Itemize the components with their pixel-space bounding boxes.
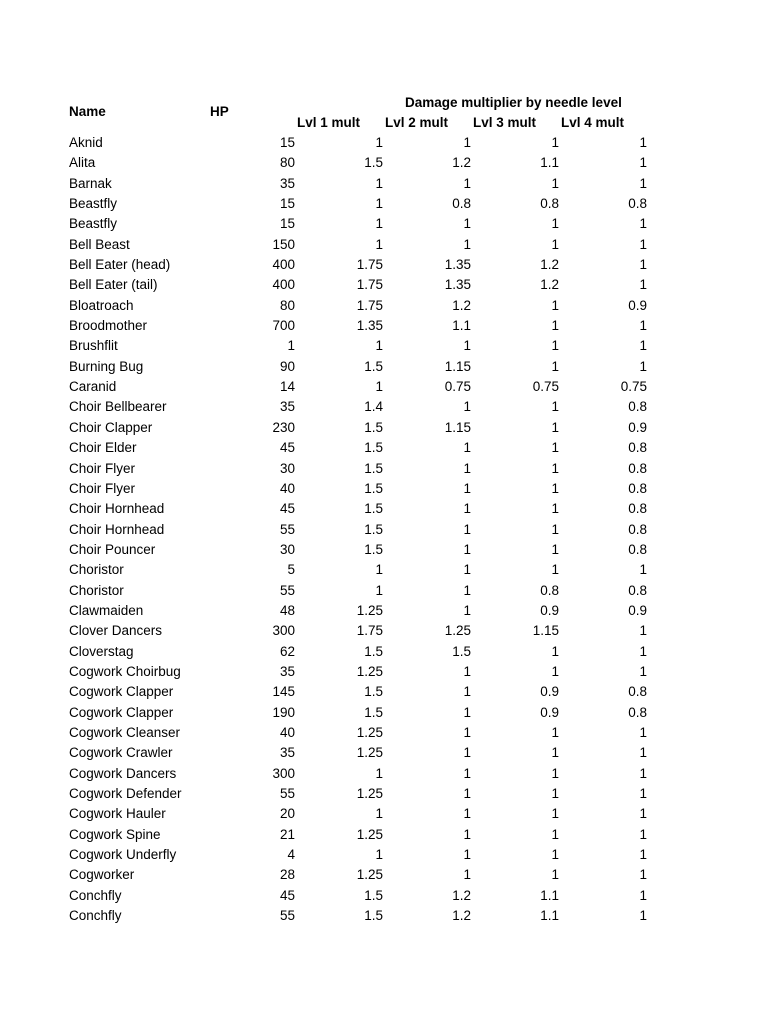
cell-lvl3-mult: 0.9 [540, 704, 559, 720]
table-row [0, 296, 768, 316]
cell-lvl1-mult: 1.5 [364, 419, 383, 435]
cell-lvl3-mult: 1 [551, 826, 559, 842]
cell-lvl2-mult: 1 [463, 175, 471, 191]
cell-lvl3-mult: 1 [551, 480, 559, 496]
cell-hp: 55 [279, 786, 295, 801]
cell-name: Brushflit [69, 338, 118, 354]
table-row [0, 642, 768, 662]
table-row [0, 133, 768, 153]
cell-name: Beastfly [69, 196, 118, 212]
cell-name: Choir Hornhead [69, 521, 165, 537]
damage-multiplier-group-header: Damage multiplier by needle level [405, 95, 622, 110]
cell-lvl2-mult: 1 [463, 521, 471, 537]
cell-lvl2-mult: 1.15 [444, 358, 471, 374]
cell-lvl4-mult: 1 [639, 663, 647, 679]
cell-lvl3-mult: 1.1 [540, 908, 559, 924]
cell-lvl2-mult: 1 [463, 541, 471, 557]
cell-hp: 45 [279, 440, 295, 456]
cell-lvl2-mult: 1.2 [452, 908, 471, 924]
table-row [0, 764, 768, 784]
table-row [0, 703, 768, 723]
cell-lvl2-mult: 1 [463, 847, 471, 863]
cell-name: Choir Bellbearer [69, 399, 167, 415]
cell-lvl1-mult: 1.75 [356, 297, 383, 313]
cell-lvl2-mult: 1 [463, 216, 471, 232]
cell-name: Bloatroach [69, 297, 134, 313]
cell-name: Cogwork Underfly [69, 847, 177, 863]
table-row [0, 723, 768, 743]
table-row [0, 906, 768, 926]
cell-name: Conchfly [69, 908, 122, 924]
cell-lvl2-mult: 1 [463, 582, 471, 598]
cell-lvl4-mult: 1 [639, 847, 647, 863]
cell-lvl4-mult: 1 [639, 887, 647, 903]
cell-hp: 20 [279, 806, 295, 822]
cell-lvl3-mult: 1.2 [540, 257, 559, 273]
cell-name: Cogwork Spine [69, 826, 161, 842]
cell-name: Cogwork Cleanser [69, 724, 181, 740]
cell-lvl3-mult: 0.9 [540, 602, 559, 618]
cell-hp: 700 [272, 318, 295, 334]
cell-lvl2-mult: 1 [463, 338, 471, 354]
cell-lvl1-mult: 1.35 [356, 318, 383, 334]
cell-hp: 4 [287, 847, 295, 863]
cell-lvl2-mult: 1 [463, 440, 471, 456]
cell-lvl4-mult: 0.75 [620, 379, 647, 395]
cell-lvl4-mult: 1 [639, 745, 647, 761]
cell-hp: 15 [279, 196, 295, 212]
column-header-name: Name [69, 104, 106, 119]
cell-name: Conchfly [69, 887, 122, 903]
cell-lvl2-mult: 0.75 [444, 379, 471, 395]
cell-hp: 400 [272, 277, 295, 293]
cell-name: Burning Bug [69, 358, 144, 374]
table-row [0, 682, 768, 702]
cell-lvl3-mult: 0.75 [532, 379, 559, 395]
cell-hp: 40 [279, 724, 295, 740]
cell-hp: 80 [279, 297, 295, 313]
column-header-lvl2: Lvl 2 mult [385, 115, 449, 130]
cell-name: Clover Dancers [69, 623, 163, 639]
column-header-hp: HP [210, 104, 229, 119]
cell-name: Alita [69, 155, 96, 171]
cell-lvl4-mult: 0.8 [628, 582, 647, 598]
cell-hp: 28 [279, 867, 295, 883]
cell-lvl4-mult: 0.8 [628, 460, 647, 476]
cell-lvl1-mult: 1.5 [364, 908, 383, 924]
table-row [0, 418, 768, 438]
cell-lvl3-mult: 1 [551, 724, 559, 740]
cell-lvl3-mult: 1 [551, 216, 559, 232]
cell-lvl3-mult: 1 [551, 236, 559, 252]
cell-lvl4-mult: 0.9 [628, 297, 647, 313]
cell-lvl3-mult: 1 [551, 765, 559, 781]
cell-lvl4-mult: 1 [639, 806, 647, 822]
cell-lvl1-mult: 1 [375, 582, 383, 598]
cell-lvl2-mult: 1 [463, 460, 471, 476]
cell-lvl1-mult: 1.5 [364, 460, 383, 476]
cell-name: Choir Pouncer [69, 541, 156, 557]
table-row [0, 804, 768, 824]
cell-lvl1-mult: 1.5 [364, 704, 383, 720]
cell-lvl3-mult: 1 [551, 175, 559, 191]
cell-lvl4-mult: 1 [639, 867, 647, 883]
cell-lvl2-mult: 1 [463, 704, 471, 720]
cell-name: Choristor [69, 562, 124, 578]
cell-hp: 21 [279, 826, 295, 842]
cell-lvl4-mult: 1 [639, 155, 647, 171]
table-row [0, 214, 768, 234]
cell-hp: 40 [279, 480, 295, 496]
cell-lvl2-mult: 1 [463, 765, 471, 781]
cell-lvl1-mult: 1 [375, 338, 383, 354]
cell-name: Bell Eater (tail) [69, 277, 158, 293]
table-row [0, 377, 768, 397]
cell-lvl2-mult: 1.2 [452, 887, 471, 903]
cell-lvl1-mult: 1 [375, 196, 383, 212]
cell-lvl2-mult: 1.35 [444, 277, 471, 293]
cell-lvl4-mult: 0.8 [628, 196, 647, 212]
cell-name: Choristor [69, 582, 124, 598]
cell-lvl4-mult: 1 [639, 318, 647, 334]
cell-lvl3-mult: 1.1 [540, 887, 559, 903]
cell-lvl3-mult: 1 [551, 135, 559, 150]
table-row [0, 621, 768, 641]
cell-name: Cloverstag [69, 643, 134, 659]
cell-lvl2-mult: 1 [463, 399, 471, 415]
cell-lvl1-mult: 1.75 [356, 623, 383, 639]
table-row [0, 520, 768, 540]
cell-lvl1-mult: 1.25 [356, 724, 383, 740]
cell-name: Choir Elder [69, 440, 137, 456]
column-header-lvl1: Lvl 1 mult [297, 115, 361, 130]
table-row [0, 194, 768, 214]
cell-hp: 15 [279, 135, 295, 150]
cell-hp: 62 [279, 643, 295, 659]
cell-name: Caranid [69, 379, 117, 395]
cell-lvl4-mult: 1 [639, 562, 647, 578]
table-row [0, 499, 768, 519]
cell-lvl1-mult: 1.25 [356, 602, 383, 618]
cell-lvl1-mult: 1 [375, 135, 383, 150]
cell-lvl4-mult: 0.9 [628, 419, 647, 435]
cell-hp: 300 [272, 623, 295, 639]
cell-lvl3-mult: 1.15 [532, 623, 559, 639]
cell-lvl1-mult: 1.5 [364, 684, 383, 700]
cell-hp: 15 [279, 216, 295, 232]
cell-name: Cogwork Clapper [69, 684, 174, 700]
cell-name: Cogwork Dancers [69, 765, 177, 781]
cell-name: Bell Eater (head) [69, 257, 171, 273]
cell-hp: 35 [279, 745, 295, 761]
cell-lvl4-mult: 1 [639, 623, 647, 639]
cell-lvl2-mult: 1.2 [452, 297, 471, 313]
cell-hp: 55 [279, 908, 295, 924]
cell-lvl3-mult: 1 [551, 806, 559, 822]
cell-lvl2-mult: 1.15 [444, 419, 471, 435]
cell-hp: 35 [279, 399, 295, 415]
cell-lvl1-mult: 1 [375, 216, 383, 232]
cell-lvl3-mult: 1 [551, 663, 559, 679]
cell-hp: 35 [279, 663, 295, 679]
cell-lvl3-mult: 1 [551, 297, 559, 313]
cell-name: Beastfly [69, 216, 118, 232]
cell-lvl1-mult: 1.75 [356, 277, 383, 293]
cell-hp: 1 [287, 338, 295, 354]
cell-name: Bell Beast [69, 236, 130, 252]
cell-hp: 80 [279, 155, 295, 171]
table-row [0, 459, 768, 479]
cell-lvl4-mult: 0.8 [628, 399, 647, 415]
enemy-table-body [0, 133, 768, 926]
cell-lvl2-mult: 1 [463, 806, 471, 822]
cell-lvl3-mult: 1.2 [540, 277, 559, 293]
cell-lvl4-mult: 1 [639, 724, 647, 740]
cell-lvl3-mult: 1 [551, 745, 559, 761]
cell-lvl1-mult: 1.4 [364, 399, 383, 415]
cell-lvl4-mult: 1 [639, 277, 647, 293]
cell-lvl2-mult: 1 [463, 135, 471, 150]
cell-lvl4-mult: 1 [639, 358, 647, 374]
cell-lvl1-mult: 1.5 [364, 440, 383, 456]
cell-lvl3-mult: 1 [551, 786, 559, 801]
table-row [0, 397, 768, 417]
cell-lvl4-mult: 1 [639, 826, 647, 842]
cell-lvl4-mult: 0.8 [628, 684, 647, 700]
table-row [0, 255, 768, 275]
cell-lvl1-mult: 1.5 [364, 541, 383, 557]
cell-hp: 150 [272, 236, 295, 252]
cell-lvl2-mult: 0.8 [452, 196, 471, 212]
cell-hp: 48 [279, 602, 295, 618]
table-row [0, 153, 768, 173]
cell-hp: 30 [279, 541, 295, 557]
column-header-lvl3: Lvl 3 mult [473, 115, 537, 130]
cell-lvl1-mult: 1.5 [364, 480, 383, 496]
cell-lvl1-mult: 1.25 [356, 786, 383, 801]
cell-lvl4-mult: 0.8 [628, 541, 647, 557]
cell-hp: 55 [279, 582, 295, 598]
cell-lvl1-mult: 1 [375, 379, 383, 395]
cell-name: Cogwork Choirbug [69, 663, 181, 679]
cell-lvl3-mult: 1 [551, 521, 559, 537]
cell-lvl1-mult: 1.5 [364, 643, 383, 659]
cell-lvl2-mult: 1 [463, 236, 471, 252]
cell-lvl4-mult: 1 [639, 765, 647, 781]
cell-lvl1-mult: 1.5 [364, 358, 383, 374]
table-row [0, 581, 768, 601]
table-row [0, 743, 768, 763]
cell-lvl3-mult: 1 [551, 440, 559, 456]
cell-lvl2-mult: 1 [463, 480, 471, 496]
table-row [0, 825, 768, 845]
cell-lvl1-mult: 1.25 [356, 745, 383, 761]
cell-lvl4-mult: 1 [639, 643, 647, 659]
cell-lvl3-mult: 1 [551, 338, 559, 354]
cell-hp: 230 [272, 419, 295, 435]
cell-lvl3-mult: 1 [551, 562, 559, 578]
cell-lvl1-mult: 1.25 [356, 867, 383, 883]
table-row [0, 560, 768, 580]
cell-lvl1-mult: 1.5 [364, 887, 383, 903]
cell-lvl1-mult: 1.5 [364, 155, 383, 171]
cell-lvl2-mult: 1 [463, 786, 471, 801]
cell-lvl4-mult: 1 [639, 786, 647, 801]
cell-lvl3-mult: 1 [551, 501, 559, 517]
cell-lvl1-mult: 1.25 [356, 663, 383, 679]
cell-lvl2-mult: 1 [463, 867, 471, 883]
cell-hp: 145 [272, 684, 295, 700]
cell-lvl1-mult: 1.5 [364, 501, 383, 517]
cell-hp: 400 [272, 257, 295, 273]
cell-lvl2-mult: 1 [463, 501, 471, 517]
cell-lvl4-mult: 0.8 [628, 440, 647, 456]
cell-lvl3-mult: 1 [551, 867, 559, 883]
cell-hp: 300 [272, 765, 295, 781]
cell-hp: 5 [287, 562, 295, 578]
cell-lvl4-mult: 0.8 [628, 480, 647, 496]
table-row [0, 845, 768, 865]
cell-name: Cogwork Clapper [69, 704, 174, 720]
table-row [0, 438, 768, 458]
cell-lvl3-mult: 0.8 [540, 196, 559, 212]
cell-lvl3-mult: 1 [551, 847, 559, 863]
cell-lvl4-mult: 0.8 [628, 704, 647, 720]
cell-hp: 45 [279, 501, 295, 517]
cell-lvl2-mult: 1 [463, 663, 471, 679]
cell-lvl3-mult: 0.9 [540, 684, 559, 700]
table-row [0, 784, 768, 804]
cell-lvl2-mult: 1 [463, 745, 471, 761]
table-row [0, 174, 768, 194]
cell-lvl1-mult: 1 [375, 765, 383, 781]
column-header-lvl4: Lvl 4 mult [561, 115, 625, 130]
cell-hp: 35 [279, 175, 295, 191]
cell-name: Choir Flyer [69, 480, 136, 496]
table-row [0, 886, 768, 906]
cell-name: Broodmother [69, 318, 148, 334]
table-row [0, 357, 768, 377]
cell-name: Choir Flyer [69, 460, 136, 476]
cell-name: Barnak [69, 175, 112, 191]
cell-lvl2-mult: 1.5 [452, 643, 471, 659]
cell-lvl2-mult: 1 [463, 826, 471, 842]
table-row [0, 479, 768, 499]
cell-lvl3-mult: 1 [551, 399, 559, 415]
cell-lvl1-mult: 1.5 [364, 521, 383, 537]
cell-lvl1-mult: 1.25 [356, 826, 383, 842]
cell-lvl4-mult: 0.8 [628, 501, 647, 517]
cell-lvl3-mult: 1 [551, 643, 559, 659]
cell-lvl3-mult: 1 [551, 460, 559, 476]
table-row [0, 275, 768, 295]
cell-lvl2-mult: 1 [463, 562, 471, 578]
cell-lvl4-mult: 1 [639, 338, 647, 354]
cell-lvl1-mult: 1 [375, 562, 383, 578]
cell-hp: 14 [279, 379, 295, 395]
table-row [0, 865, 768, 885]
cell-lvl2-mult: 1.25 [444, 623, 471, 639]
cell-lvl2-mult: 1 [463, 684, 471, 700]
cell-name: Clawmaiden [69, 602, 144, 618]
cell-lvl1-mult: 1 [375, 806, 383, 822]
cell-hp: 30 [279, 460, 295, 476]
cell-lvl2-mult: 1 [463, 724, 471, 740]
table-row [0, 336, 768, 356]
cell-lvl4-mult: 1 [639, 257, 647, 273]
cell-lvl3-mult: 1 [551, 419, 559, 435]
table-row [0, 540, 768, 560]
cell-lvl1-mult: 1.75 [356, 257, 383, 273]
cell-lvl3-mult: 1 [551, 358, 559, 374]
cell-name: Choir Clapper [69, 419, 153, 435]
cell-lvl3-mult: 1 [551, 318, 559, 334]
cell-lvl4-mult: 1 [639, 135, 647, 150]
cell-name: Cogwork Defender [69, 786, 182, 801]
cell-lvl2-mult: 1.2 [452, 155, 471, 171]
cell-name: Cogworker [69, 867, 135, 883]
cell-hp: 190 [272, 704, 295, 720]
cell-lvl2-mult: 1.35 [444, 257, 471, 273]
table-row [0, 662, 768, 682]
table-row [0, 601, 768, 621]
table-row [0, 316, 768, 336]
cell-lvl3-mult: 0.8 [540, 582, 559, 598]
cell-name: Aknid [69, 135, 103, 150]
cell-name: Cogwork Hauler [69, 806, 166, 822]
cell-lvl3-mult: 1.1 [540, 155, 559, 171]
cell-lvl2-mult: 1.1 [452, 318, 471, 334]
cell-lvl4-mult: 0.8 [628, 521, 647, 537]
cell-lvl4-mult: 1 [639, 908, 647, 924]
cell-name: Cogwork Crawler [69, 745, 173, 761]
cell-lvl4-mult: 1 [639, 175, 647, 191]
cell-lvl1-mult: 1 [375, 847, 383, 863]
cell-lvl4-mult: 1 [639, 236, 647, 252]
cell-lvl3-mult: 1 [551, 541, 559, 557]
cell-lvl1-mult: 1 [375, 175, 383, 191]
cell-hp: 55 [279, 521, 295, 537]
cell-hp: 90 [279, 358, 295, 374]
cell-lvl4-mult: 0.9 [628, 602, 647, 618]
cell-lvl1-mult: 1 [375, 236, 383, 252]
table-row [0, 235, 768, 255]
cell-lvl2-mult: 1 [463, 602, 471, 618]
cell-name: Choir Hornhead [69, 501, 165, 517]
cell-lvl4-mult: 1 [639, 216, 647, 232]
cell-hp: 45 [279, 887, 295, 903]
